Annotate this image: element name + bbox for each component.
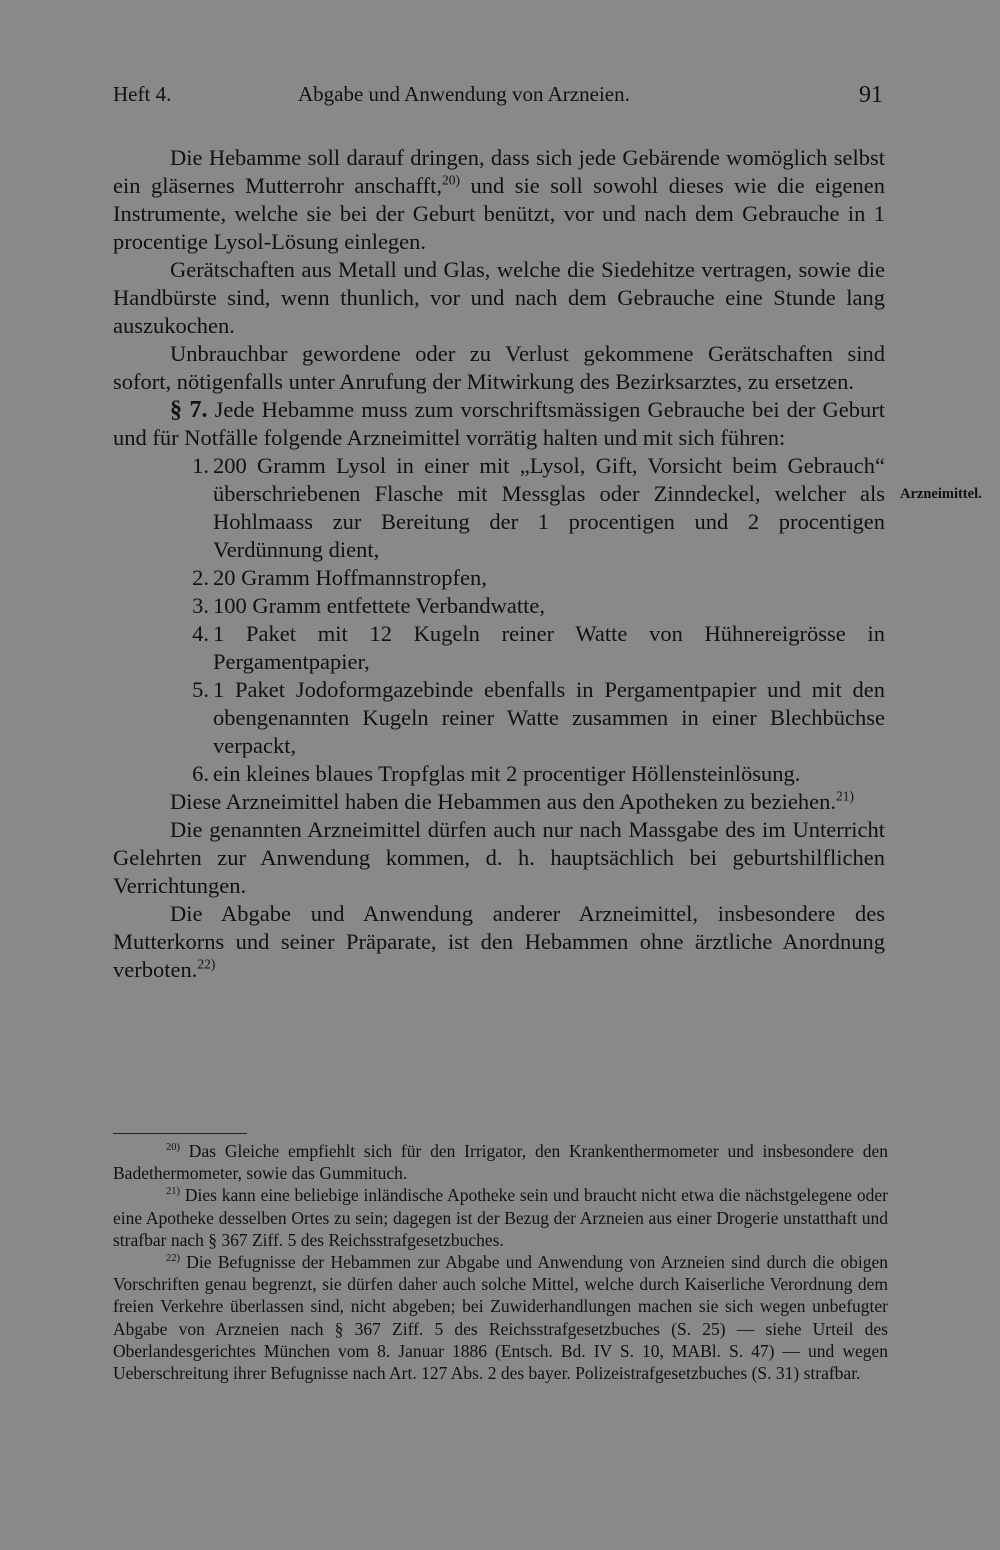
page-header	[113, 82, 883, 112]
section-number: § 7.	[170, 397, 208, 423]
paragraph-1	[113, 144, 885, 256]
paragraph-6: Die genannten Arzneimittel dürfen auch nur nach Massgabe des im Unterricht Gelehrten zur Anwendung kommen, d. h. hauptsächlich bei geburtshilflichen Verrichtungen.	[113, 817, 885, 898]
list-item	[113, 452, 885, 564]
main-text	[113, 144, 885, 984]
footnote-text: Die Befugnisse der Hebammen zur Abgabe und Anwendung von Arzneien sind durch die obigen Vorschriften genau begrenzt, sie dürfen daher auch solche Mittel, welche durch Kaiserliche Verordnung dem freien Verkehre überlassen sind, nicht abgeben; bei Zuwiderhandlungen machen sie sich wegen unbefugter Abgabe von Arzneien nach § 367 Ziff. 5 des Reichsstrafgesetzbuches (S. 25) — siehe Urteil des Oberlandesgerichtes München vom 8. Januar 1886 (Entsch. Bd. IV S. 10, MABl. S. 47) — und wegen Ueberschreitung ihrer Befugnisse nach Art. 127 Abs. 2 des bayer. Polizeistrafgesetzbuches (S. 31) strafbar.	[113, 1252, 888, 1384]
footnotes	[113, 1140, 888, 1384]
list-item-number: 5.	[192, 677, 209, 702]
list-item	[113, 676, 885, 760]
list-item-number: 6.	[192, 761, 209, 786]
page-number: 91	[859, 82, 883, 108]
medicine-list	[113, 452, 885, 788]
running-title: Abgabe und Anwendung von Arzneien.	[298, 82, 630, 106]
list-item-number: 1.	[192, 453, 209, 478]
paragraph-5-text: Diese Arzneimittel haben die Hebammen aus den Apotheken zu beziehen.	[170, 789, 837, 814]
list-item-text: 20 Gramm Hoffmannstropfen,	[213, 565, 487, 590]
footnote-mark: 20)	[166, 1142, 180, 1154]
paragraph-7-text: Die Abgabe und Anwendung anderer Arzneimittel, insbesondere des Mutterkorns und seiner Präparate, ist den Hebammen ohne ärztliche Anordnung verboten.	[113, 901, 885, 982]
list-item-text: 1 Paket Jodoformgazebinde ebenfalls in Pergamentpapier und mit den obengenannten Kugeln reiner Watte zusammen in einer Blechbüchse verpackt,	[213, 677, 885, 758]
paragraph-3: Unbrauchbar gewordene oder zu Verlust gekommene Gerätschaften sind sofort, nötigenfalls unter Anrufung der Mitwirkung des Bezirksarztes, zu ersetzen.	[113, 341, 885, 394]
section-7-text: Jede Hebamme muss zum vorschriftsmässigen Gebrauche bei der Geburt und für Notfälle folgende Arzneimittel vorrätig halten und mit sich führen:	[113, 397, 885, 450]
list-item-text: 1 Paket mit 12 Kugeln reiner Watte von Hühnereigrösse in Pergamentpapier,	[213, 621, 885, 674]
footnote-22	[113, 1251, 888, 1384]
paragraph-section-7	[113, 396, 885, 452]
list-item	[113, 620, 885, 676]
list-item	[113, 592, 885, 620]
list-item-number: 3.	[192, 593, 209, 618]
footnote-ref-21: 21)	[836, 788, 855, 804]
paragraph-2: Gerätschaften aus Metall und Glas, welche die Siedehitze vertragen, sowie die Handbürste sind, wenn thunlich, vor und nach dem Gebrauche eine Stunde lang auszukochen.	[113, 257, 885, 338]
footnote-ref-20: 20)	[442, 172, 461, 188]
issue-label: Heft 4.	[113, 82, 172, 106]
list-item-text: 100 Gramm entfettete Verbandwatte,	[213, 593, 545, 618]
footnote-text: Dies kann eine beliebige inländische Apotheke sein und braucht nicht etwa die nächstgelegene oder eine Apotheke desselben Ortes zu sein; dagegen ist der Bezug der Arzneien aus einer Drogerie unstatthaft und strafbar nach § 367 Ziff. 5 des Reichsstrafgesetzbuches.	[113, 1185, 888, 1250]
footnote-21	[113, 1184, 888, 1251]
footnote-ref-22: 22)	[197, 956, 216, 972]
footnote-mark: 21)	[166, 1186, 180, 1198]
list-item-number: 2.	[192, 565, 209, 590]
footnote-mark: 22)	[166, 1253, 180, 1265]
paragraph-5	[113, 788, 885, 816]
list-item	[113, 564, 885, 592]
paragraph-1-text-cont: und sie soll sowohl dieses wie die eigenen Instrumente, welche sie bei der Geburt benützt, vor und nach dem Gebrauche in 1 procentige Lysol-Lösung einlegen.	[113, 173, 885, 254]
list-item	[113, 760, 885, 788]
paragraph-1-text: Die Hebamme soll darauf dringen, dass sich jede Gebärende womöglich selbst ein gläsernes Mutterrohr anschafft,	[113, 145, 885, 198]
list-item-text: ein kleines blaues Tropfglas mit 2 procentiger Höllensteinlösung.	[213, 761, 801, 786]
footnote-divider	[113, 1133, 247, 1134]
list-item-number: 4.	[192, 621, 209, 646]
margin-note: Arzneimittel.	[900, 486, 982, 502]
footnote-20	[113, 1140, 888, 1184]
footnote-text: Das Gleiche empfiehlt sich für den Irrigator, den Krankenthermometer und insbesondere den Badethermometer, sowie das Gummituch.	[113, 1141, 888, 1184]
list-item-text: 200 Gramm Lysol in einer mit „Lysol, Gift, Vorsicht beim Gebrauch“ überschriebenen Flasche mit Messglas oder Zinndeckel, welcher als Hohlmaass zur Bereitung der 1 procentigen und 2 procentigen Verdünnung dient,	[213, 453, 885, 562]
paragraph-7	[113, 900, 885, 984]
